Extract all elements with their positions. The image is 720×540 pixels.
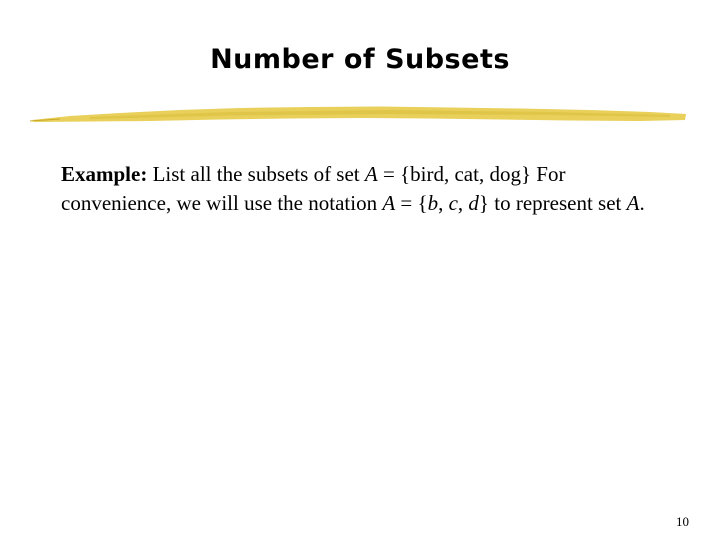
body-text-segment: } to represent set bbox=[478, 191, 627, 215]
example-paragraph bbox=[61, 160, 671, 218]
set-element: c bbox=[448, 191, 458, 215]
example-label: Example: bbox=[61, 162, 148, 186]
page-number: 10 bbox=[676, 514, 689, 529]
body-text-segment: = {bird, cat, dog} For convenience, we will use the notation bbox=[61, 162, 566, 215]
set-element: b bbox=[427, 191, 439, 215]
slide-title: Number of Subsets bbox=[210, 44, 510, 75]
set-variable: A bbox=[626, 191, 640, 215]
title-underline-stroke bbox=[30, 100, 688, 130]
set-variable: A bbox=[364, 162, 378, 186]
body-text-segment: List all the subsets of set bbox=[147, 162, 365, 186]
body-text-segment: , bbox=[438, 191, 449, 215]
set-element: d bbox=[468, 191, 479, 215]
body-text-segment: . bbox=[639, 191, 645, 215]
body-text-segment: = { bbox=[395, 191, 428, 215]
body-text-segment: , bbox=[457, 191, 469, 215]
set-variable: A bbox=[382, 191, 396, 215]
